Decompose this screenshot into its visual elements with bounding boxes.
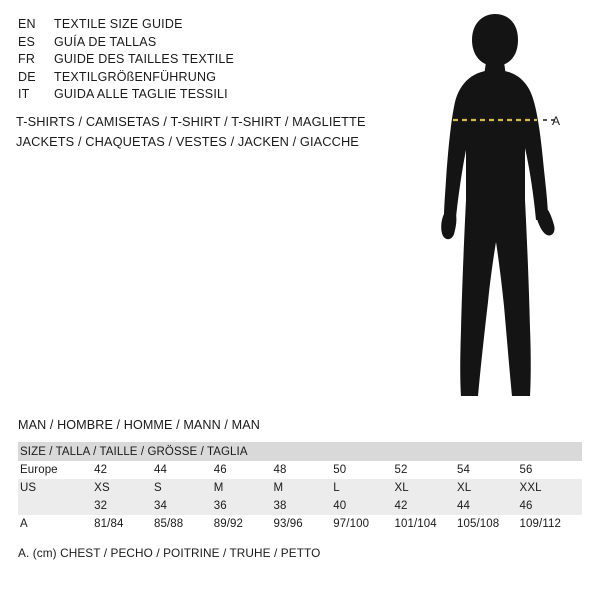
language-code: ES — [18, 34, 36, 49]
cell: 46 — [213, 464, 227, 476]
category-jackets: JACKETS / CHAQUETAS / VESTES / JACKEN / GIACCHE — [16, 134, 359, 149]
table-header-label: SIZE / TALLA / TAILLE / GRÖSSE / TAGLIA — [20, 445, 248, 458]
language-row — [18, 51, 378, 69]
language-row — [18, 16, 378, 34]
cell: 89/92 — [213, 518, 244, 530]
cell: 42 — [394, 497, 457, 515]
cell: XL — [457, 479, 520, 497]
cell: 52 — [394, 464, 408, 476]
cell: M — [274, 479, 334, 497]
table-row — [18, 497, 582, 515]
table-row — [18, 515, 582, 533]
language-code: IT — [18, 87, 30, 101]
language-row — [18, 34, 378, 52]
cell: L — [333, 479, 394, 497]
cell: 50 — [333, 464, 347, 476]
cell: 38 — [274, 497, 334, 515]
silhouette-svg — [400, 10, 600, 405]
cell: 105/108 — [457, 518, 500, 530]
cell: XXL — [520, 479, 582, 497]
table-row — [18, 461, 582, 479]
cell: 36 — [214, 497, 274, 515]
cell: 42 — [94, 464, 108, 476]
language-title: TEXTILGRÖßENFÜHRUNG — [54, 69, 217, 84]
cell: 44 — [457, 497, 520, 515]
table-header-row — [18, 442, 582, 461]
category-tshirts: T-SHIRTS / CAMISETAS / T-SHIRT / T-SHIRT / MAGLIETTE — [16, 114, 366, 129]
cell: 48 — [273, 464, 287, 476]
language-title: GUIDE DES TAILLES TEXTILE — [54, 52, 235, 66]
measurement-footnote: A. (cm) CHEST / PECHO / POITRINE / TRUHE / PETTO — [18, 546, 321, 560]
row-label: US — [18, 479, 94, 497]
language-code: DE — [18, 69, 36, 84]
cell: XL — [394, 479, 457, 497]
cell: S — [154, 479, 214, 497]
cell: 54 — [457, 464, 470, 476]
gender-heading: MAN / HOMBRE / HOMME / MANN / MAN — [18, 418, 260, 432]
language-title: GUÍA DE TALLAS — [54, 34, 157, 49]
row-label: A — [20, 518, 28, 530]
cell: 97/100 — [333, 518, 370, 530]
cell: 81/84 — [94, 518, 124, 530]
size-table — [18, 442, 582, 533]
row-label — [18, 497, 94, 515]
cell: 32 — [94, 497, 154, 515]
language-row — [18, 86, 378, 104]
cell: 85/88 — [153, 518, 184, 530]
cell: 46 — [520, 497, 582, 515]
language-title: TEXTILE SIZE GUIDE — [54, 17, 183, 31]
garment-category-list — [16, 112, 386, 152]
cell: M — [214, 479, 274, 497]
language-code: EN — [18, 17, 36, 31]
cell: 93/96 — [273, 518, 303, 530]
cell: 109/112 — [519, 518, 561, 530]
cell: 40 — [333, 497, 394, 515]
cell: XS — [94, 479, 154, 497]
cell: 44 — [153, 464, 167, 476]
male-silhouette-figure — [400, 10, 600, 405]
language-row — [18, 69, 378, 87]
callout-label-a: A — [552, 114, 561, 128]
language-title: GUIDA ALLE TAGLIE TESSILI — [54, 87, 228, 101]
cell: 34 — [154, 497, 214, 515]
cell: 101/104 — [394, 518, 437, 530]
table-row — [18, 479, 582, 497]
language-list — [18, 16, 378, 104]
cell: 56 — [519, 464, 533, 476]
row-label: Europe — [20, 464, 58, 476]
language-code: FR — [18, 52, 36, 66]
